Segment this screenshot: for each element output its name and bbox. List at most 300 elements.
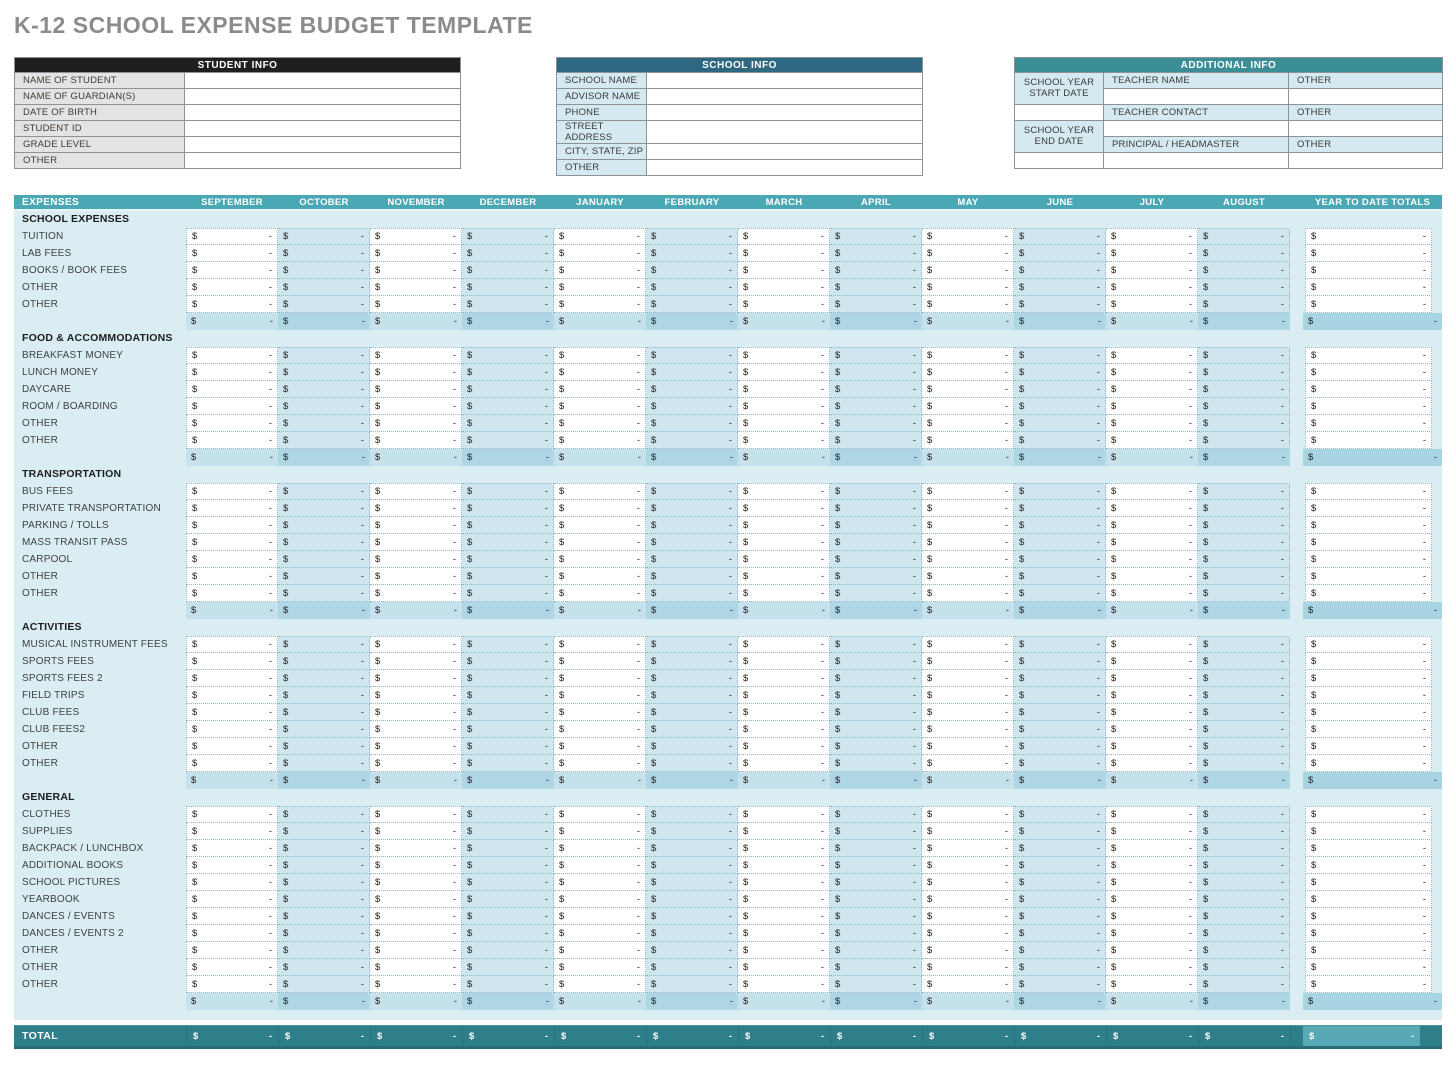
ytd-amount-cell[interactable]	[1305, 228, 1432, 245]
amount-cell[interactable]	[462, 738, 554, 755]
amount-cell[interactable]	[554, 279, 646, 296]
ytd-amount-cell[interactable]	[1305, 585, 1432, 602]
amount-cell[interactable]	[370, 483, 462, 500]
amount-cell[interactable]	[462, 908, 554, 925]
amount-cell[interactable]	[738, 925, 830, 942]
ytd-amount-cell[interactable]	[1305, 721, 1432, 738]
amount-cell[interactable]	[1106, 364, 1198, 381]
amount-cell[interactable]	[370, 245, 462, 262]
amount-cell[interactable]	[554, 806, 646, 823]
amount-cell[interactable]	[922, 500, 1014, 517]
amount-cell[interactable]	[462, 534, 554, 551]
amount-cell[interactable]	[830, 755, 922, 772]
amount-cell[interactable]	[830, 687, 922, 704]
amount-cell[interactable]	[370, 347, 462, 364]
amount-cell[interactable]	[554, 245, 646, 262]
amount-cell[interactable]	[1106, 398, 1198, 415]
amount-cell[interactable]	[646, 517, 738, 534]
amount-cell[interactable]	[646, 364, 738, 381]
amount-cell[interactable]	[1106, 806, 1198, 823]
amount-cell[interactable]	[738, 262, 830, 279]
amount-cell[interactable]	[830, 857, 922, 874]
amount-cell[interactable]	[1198, 942, 1290, 959]
amount-cell[interactable]	[1106, 823, 1198, 840]
amount-cell[interactable]	[922, 704, 1014, 721]
amount-cell[interactable]	[186, 585, 278, 602]
amount-cell[interactable]	[646, 976, 738, 993]
amount-cell[interactable]	[1198, 517, 1290, 534]
amount-cell[interactable]	[738, 364, 830, 381]
amount-cell[interactable]	[554, 534, 646, 551]
amount-cell[interactable]	[554, 415, 646, 432]
amount-cell[interactable]	[1106, 942, 1198, 959]
ytd-amount-cell[interactable]	[1305, 755, 1432, 772]
amount-cell[interactable]	[1106, 908, 1198, 925]
amount-cell[interactable]	[922, 551, 1014, 568]
amount-cell[interactable]	[738, 585, 830, 602]
amount-cell[interactable]	[278, 585, 370, 602]
amount-cell[interactable]	[278, 823, 370, 840]
amount-cell[interactable]	[830, 381, 922, 398]
amount-cell[interactable]	[1198, 976, 1290, 993]
amount-cell[interactable]	[370, 415, 462, 432]
amount-cell[interactable]	[554, 874, 646, 891]
amount-cell[interactable]	[830, 500, 922, 517]
amount-cell[interactable]	[922, 347, 1014, 364]
amount-cell[interactable]	[370, 806, 462, 823]
amount-cell[interactable]	[554, 483, 646, 500]
amount-cell[interactable]	[370, 976, 462, 993]
amount-cell[interactable]	[462, 721, 554, 738]
city-state-zip-field[interactable]	[647, 144, 923, 160]
amount-cell[interactable]	[186, 874, 278, 891]
amount-cell[interactable]	[186, 653, 278, 670]
amount-cell[interactable]	[278, 517, 370, 534]
amount-cell[interactable]	[462, 653, 554, 670]
amount-cell[interactable]	[462, 823, 554, 840]
amount-cell[interactable]	[738, 279, 830, 296]
amount-cell[interactable]	[738, 891, 830, 908]
amount-cell[interactable]	[186, 500, 278, 517]
amount-cell[interactable]	[830, 534, 922, 551]
amount-cell[interactable]	[278, 279, 370, 296]
amount-cell[interactable]	[1198, 925, 1290, 942]
amount-cell[interactable]	[738, 959, 830, 976]
amount-cell[interactable]	[1014, 738, 1106, 755]
amount-cell[interactable]	[1014, 925, 1106, 942]
teacher-name-other-field[interactable]	[1289, 89, 1443, 105]
amount-cell[interactable]	[370, 296, 462, 313]
amount-cell[interactable]	[738, 483, 830, 500]
ytd-amount-cell[interactable]	[1305, 738, 1432, 755]
amount-cell[interactable]	[554, 381, 646, 398]
amount-cell[interactable]	[1198, 483, 1290, 500]
amount-cell[interactable]	[554, 296, 646, 313]
amount-cell[interactable]	[646, 585, 738, 602]
name-of-guardian-field[interactable]	[185, 89, 461, 105]
amount-cell[interactable]	[646, 551, 738, 568]
amount-cell[interactable]	[462, 959, 554, 976]
amount-cell[interactable]	[738, 636, 830, 653]
amount-cell[interactable]	[922, 534, 1014, 551]
amount-cell[interactable]	[1106, 874, 1198, 891]
amount-cell[interactable]	[646, 296, 738, 313]
amount-cell[interactable]	[830, 262, 922, 279]
amount-cell[interactable]	[370, 551, 462, 568]
amount-cell[interactable]	[1014, 823, 1106, 840]
amount-cell[interactable]	[1198, 568, 1290, 585]
amount-cell[interactable]	[370, 823, 462, 840]
amount-cell[interactable]	[554, 347, 646, 364]
amount-cell[interactable]	[830, 347, 922, 364]
amount-cell[interactable]	[646, 262, 738, 279]
amount-cell[interactable]	[186, 687, 278, 704]
ytd-amount-cell[interactable]	[1305, 381, 1432, 398]
amount-cell[interactable]	[830, 925, 922, 942]
amount-cell[interactable]	[1014, 840, 1106, 857]
amount-cell[interactable]	[1014, 755, 1106, 772]
ytd-amount-cell[interactable]	[1305, 670, 1432, 687]
amount-cell[interactable]	[1198, 687, 1290, 704]
amount-cell[interactable]	[1198, 721, 1290, 738]
amount-cell[interactable]	[462, 755, 554, 772]
amount-cell[interactable]	[1106, 636, 1198, 653]
amount-cell[interactable]	[186, 636, 278, 653]
ytd-amount-cell[interactable]	[1305, 500, 1432, 517]
amount-cell[interactable]	[646, 925, 738, 942]
amount-cell[interactable]	[278, 245, 370, 262]
amount-cell[interactable]	[278, 228, 370, 245]
amount-cell[interactable]	[1198, 364, 1290, 381]
amount-cell[interactable]	[186, 398, 278, 415]
school-year-end-field[interactable]	[1015, 153, 1104, 169]
amount-cell[interactable]	[830, 738, 922, 755]
amount-cell[interactable]	[922, 364, 1014, 381]
amount-cell[interactable]	[646, 534, 738, 551]
amount-cell[interactable]	[1198, 891, 1290, 908]
amount-cell[interactable]	[1106, 687, 1198, 704]
amount-cell[interactable]	[738, 755, 830, 772]
amount-cell[interactable]	[922, 976, 1014, 993]
amount-cell[interactable]	[186, 279, 278, 296]
amount-cell[interactable]	[1198, 398, 1290, 415]
amount-cell[interactable]	[922, 925, 1014, 942]
amount-cell[interactable]	[1198, 228, 1290, 245]
amount-cell[interactable]	[1198, 500, 1290, 517]
amount-cell[interactable]	[462, 976, 554, 993]
amount-cell[interactable]	[1106, 517, 1198, 534]
amount-cell[interactable]	[554, 432, 646, 449]
amount-cell[interactable]	[738, 806, 830, 823]
amount-cell[interactable]	[922, 891, 1014, 908]
amount-cell[interactable]	[922, 568, 1014, 585]
amount-cell[interactable]	[186, 364, 278, 381]
amount-cell[interactable]	[1106, 738, 1198, 755]
amount-cell[interactable]	[1014, 483, 1106, 500]
amount-cell[interactable]	[830, 840, 922, 857]
amount-cell[interactable]	[738, 517, 830, 534]
amount-cell[interactable]	[830, 483, 922, 500]
amount-cell[interactable]	[554, 262, 646, 279]
amount-cell[interactable]	[462, 347, 554, 364]
amount-cell[interactable]	[278, 908, 370, 925]
ytd-amount-cell[interactable]	[1305, 959, 1432, 976]
amount-cell[interactable]	[186, 806, 278, 823]
amount-cell[interactable]	[922, 415, 1014, 432]
amount-cell[interactable]	[186, 296, 278, 313]
amount-cell[interactable]	[1198, 636, 1290, 653]
amount-cell[interactable]	[830, 653, 922, 670]
amount-cell[interactable]	[738, 245, 830, 262]
amount-cell[interactable]	[462, 942, 554, 959]
amount-cell[interactable]	[922, 874, 1014, 891]
amount-cell[interactable]	[646, 500, 738, 517]
amount-cell[interactable]	[462, 262, 554, 279]
amount-cell[interactable]	[1198, 738, 1290, 755]
amount-cell[interactable]	[646, 347, 738, 364]
amount-cell[interactable]	[186, 568, 278, 585]
amount-cell[interactable]	[646, 415, 738, 432]
amount-cell[interactable]	[922, 755, 1014, 772]
amount-cell[interactable]	[370, 891, 462, 908]
amount-cell[interactable]	[1106, 500, 1198, 517]
ytd-amount-cell[interactable]	[1305, 568, 1432, 585]
amount-cell[interactable]	[1198, 704, 1290, 721]
amount-cell[interactable]	[646, 891, 738, 908]
amount-cell[interactable]	[646, 857, 738, 874]
amount-cell[interactable]	[278, 381, 370, 398]
amount-cell[interactable]	[370, 534, 462, 551]
amount-cell[interactable]	[278, 568, 370, 585]
ytd-amount-cell[interactable]	[1305, 483, 1432, 500]
amount-cell[interactable]	[1014, 500, 1106, 517]
amount-cell[interactable]	[738, 568, 830, 585]
ytd-amount-cell[interactable]	[1305, 823, 1432, 840]
amount-cell[interactable]	[1014, 296, 1106, 313]
amount-cell[interactable]	[1198, 381, 1290, 398]
amount-cell[interactable]	[646, 653, 738, 670]
amount-cell[interactable]	[1198, 585, 1290, 602]
amount-cell[interactable]	[370, 432, 462, 449]
amount-cell[interactable]	[1014, 704, 1106, 721]
amount-cell[interactable]	[370, 636, 462, 653]
amount-cell[interactable]	[278, 687, 370, 704]
amount-cell[interactable]	[922, 262, 1014, 279]
amount-cell[interactable]	[1014, 381, 1106, 398]
amount-cell[interactable]	[462, 585, 554, 602]
amount-cell[interactable]	[554, 636, 646, 653]
amount-cell[interactable]	[370, 381, 462, 398]
school-name-field[interactable]	[647, 73, 923, 89]
amount-cell[interactable]	[1014, 517, 1106, 534]
amount-cell[interactable]	[370, 704, 462, 721]
amount-cell[interactable]	[278, 296, 370, 313]
amount-cell[interactable]	[738, 976, 830, 993]
amount-cell[interactable]	[370, 585, 462, 602]
amount-cell[interactable]	[278, 364, 370, 381]
amount-cell[interactable]	[1106, 228, 1198, 245]
amount-cell[interactable]	[646, 432, 738, 449]
ytd-amount-cell[interactable]	[1305, 347, 1432, 364]
amount-cell[interactable]	[738, 738, 830, 755]
amount-cell[interactable]	[1198, 262, 1290, 279]
amount-cell[interactable]	[1198, 806, 1290, 823]
amount-cell[interactable]	[462, 415, 554, 432]
amount-cell[interactable]	[554, 517, 646, 534]
amount-cell[interactable]	[1106, 891, 1198, 908]
amount-cell[interactable]	[738, 432, 830, 449]
ytd-amount-cell[interactable]	[1305, 976, 1432, 993]
amount-cell[interactable]	[1014, 891, 1106, 908]
amount-cell[interactable]	[738, 347, 830, 364]
amount-cell[interactable]	[738, 942, 830, 959]
amount-cell[interactable]	[370, 874, 462, 891]
amount-cell[interactable]	[1198, 857, 1290, 874]
amount-cell[interactable]	[1106, 534, 1198, 551]
amount-cell[interactable]	[1106, 568, 1198, 585]
amount-cell[interactable]	[738, 687, 830, 704]
amount-cell[interactable]	[646, 245, 738, 262]
amount-cell[interactable]	[1106, 347, 1198, 364]
ytd-amount-cell[interactable]	[1305, 891, 1432, 908]
amount-cell[interactable]	[1198, 245, 1290, 262]
amount-cell[interactable]	[370, 942, 462, 959]
amount-cell[interactable]	[830, 279, 922, 296]
ytd-amount-cell[interactable]	[1305, 279, 1432, 296]
amount-cell[interactable]	[370, 279, 462, 296]
amount-cell[interactable]	[370, 959, 462, 976]
amount-cell[interactable]	[922, 381, 1014, 398]
amount-cell[interactable]	[1198, 670, 1290, 687]
amount-cell[interactable]	[462, 551, 554, 568]
amount-cell[interactable]	[462, 364, 554, 381]
amount-cell[interactable]	[646, 806, 738, 823]
amount-cell[interactable]	[922, 908, 1014, 925]
amount-cell[interactable]	[1106, 415, 1198, 432]
amount-cell[interactable]	[370, 687, 462, 704]
amount-cell[interactable]	[1014, 942, 1106, 959]
phone-field[interactable]	[647, 105, 923, 121]
amount-cell[interactable]	[1198, 959, 1290, 976]
amount-cell[interactable]	[186, 891, 278, 908]
amount-cell[interactable]	[1014, 959, 1106, 976]
amount-cell[interactable]	[278, 959, 370, 976]
amount-cell[interactable]	[830, 806, 922, 823]
amount-cell[interactable]	[1106, 976, 1198, 993]
amount-cell[interactable]	[738, 840, 830, 857]
amount-cell[interactable]	[278, 670, 370, 687]
amount-cell[interactable]	[462, 517, 554, 534]
amount-cell[interactable]	[554, 585, 646, 602]
amount-cell[interactable]	[278, 500, 370, 517]
amount-cell[interactable]	[922, 959, 1014, 976]
amount-cell[interactable]	[1198, 653, 1290, 670]
amount-cell[interactable]	[830, 585, 922, 602]
amount-cell[interactable]	[1106, 670, 1198, 687]
ytd-amount-cell[interactable]	[1305, 551, 1432, 568]
amount-cell[interactable]	[554, 823, 646, 840]
amount-cell[interactable]	[830, 704, 922, 721]
amount-cell[interactable]	[646, 738, 738, 755]
amount-cell[interactable]	[1014, 687, 1106, 704]
amount-cell[interactable]	[922, 585, 1014, 602]
amount-cell[interactable]	[922, 517, 1014, 534]
teacher-name-field[interactable]	[1104, 89, 1289, 105]
ytd-amount-cell[interactable]	[1305, 398, 1432, 415]
amount-cell[interactable]	[370, 517, 462, 534]
amount-cell[interactable]	[738, 381, 830, 398]
amount-cell[interactable]	[738, 908, 830, 925]
amount-cell[interactable]	[738, 670, 830, 687]
amount-cell[interactable]	[1014, 262, 1106, 279]
amount-cell[interactable]	[738, 534, 830, 551]
amount-cell[interactable]	[186, 551, 278, 568]
amount-cell[interactable]	[278, 347, 370, 364]
amount-cell[interactable]	[462, 483, 554, 500]
amount-cell[interactable]	[1106, 279, 1198, 296]
amount-cell[interactable]	[554, 568, 646, 585]
amount-cell[interactable]	[462, 296, 554, 313]
amount-cell[interactable]	[738, 857, 830, 874]
amount-cell[interactable]	[554, 840, 646, 857]
ytd-amount-cell[interactable]	[1305, 364, 1432, 381]
amount-cell[interactable]	[738, 551, 830, 568]
amount-cell[interactable]	[278, 840, 370, 857]
amount-cell[interactable]	[1014, 806, 1106, 823]
amount-cell[interactable]	[830, 432, 922, 449]
amount-cell[interactable]	[462, 857, 554, 874]
amount-cell[interactable]	[186, 228, 278, 245]
amount-cell[interactable]	[646, 721, 738, 738]
amount-cell[interactable]	[1198, 908, 1290, 925]
ytd-amount-cell[interactable]	[1305, 840, 1432, 857]
amount-cell[interactable]	[1014, 568, 1106, 585]
amount-cell[interactable]	[922, 857, 1014, 874]
school-year-start-field[interactable]	[1015, 105, 1104, 121]
amount-cell[interactable]	[278, 874, 370, 891]
amount-cell[interactable]	[646, 704, 738, 721]
amount-cell[interactable]	[830, 823, 922, 840]
amount-cell[interactable]	[1014, 976, 1106, 993]
amount-cell[interactable]	[1106, 721, 1198, 738]
amount-cell[interactable]	[554, 398, 646, 415]
ytd-amount-cell[interactable]	[1305, 432, 1432, 449]
amount-cell[interactable]	[738, 704, 830, 721]
amount-cell[interactable]	[830, 670, 922, 687]
amount-cell[interactable]	[278, 398, 370, 415]
amount-cell[interactable]	[1198, 347, 1290, 364]
amount-cell[interactable]	[186, 925, 278, 942]
amount-cell[interactable]	[554, 959, 646, 976]
amount-cell[interactable]	[922, 721, 1014, 738]
amount-cell[interactable]	[278, 857, 370, 874]
amount-cell[interactable]	[738, 874, 830, 891]
amount-cell[interactable]	[830, 415, 922, 432]
amount-cell[interactable]	[554, 942, 646, 959]
amount-cell[interactable]	[554, 500, 646, 517]
amount-cell[interactable]	[1014, 245, 1106, 262]
ytd-amount-cell[interactable]	[1305, 806, 1432, 823]
amount-cell[interactable]	[1106, 381, 1198, 398]
amount-cell[interactable]	[646, 636, 738, 653]
amount-cell[interactable]	[738, 415, 830, 432]
amount-cell[interactable]	[186, 959, 278, 976]
ytd-amount-cell[interactable]	[1305, 687, 1432, 704]
amount-cell[interactable]	[186, 517, 278, 534]
amount-cell[interactable]	[830, 228, 922, 245]
amount-cell[interactable]	[646, 942, 738, 959]
amount-cell[interactable]	[922, 245, 1014, 262]
